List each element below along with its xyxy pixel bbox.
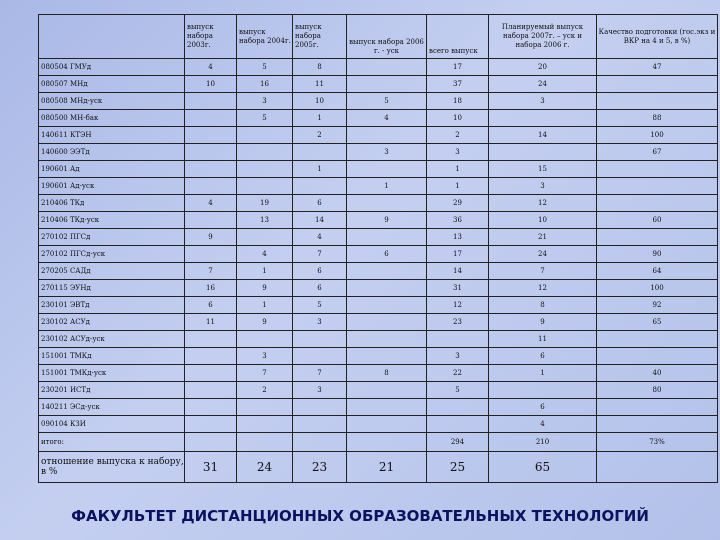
table-row <box>39 161 718 178</box>
value-cell: 24 <box>237 452 293 483</box>
value-cell <box>489 382 597 399</box>
table-row <box>39 110 718 127</box>
value-cell: 3 <box>237 348 293 365</box>
value-cell: 10 <box>427 110 489 127</box>
value-cell: 20 <box>489 59 597 76</box>
value-cell <box>293 331 347 348</box>
table-row <box>39 127 718 144</box>
graduation-table <box>38 14 718 483</box>
value-cell <box>597 229 718 246</box>
value-cell: 2 <box>293 127 347 144</box>
table-row <box>39 416 718 433</box>
value-cell: 11 <box>489 331 597 348</box>
value-cell <box>185 331 237 348</box>
value-cell: 294 <box>427 433 489 452</box>
table-header-row <box>39 15 718 59</box>
value-cell <box>237 144 293 161</box>
value-cell: 4 <box>185 59 237 76</box>
value-cell: 9 <box>237 280 293 297</box>
value-cell: 11 <box>185 314 237 331</box>
value-cell <box>185 246 237 263</box>
value-cell: 3 <box>489 178 597 195</box>
value-cell: 10 <box>293 93 347 110</box>
program-name-cell: 230102 АСУд-уск <box>39 331 185 348</box>
value-cell <box>597 76 718 93</box>
header-cell: выпуск набора 2005г. <box>293 15 347 59</box>
program-name-cell: итого: <box>39 433 185 452</box>
value-cell <box>597 416 718 433</box>
table-row <box>39 263 718 280</box>
value-cell: 1 <box>237 263 293 280</box>
value-cell: 8 <box>347 365 427 382</box>
table-row <box>39 59 718 76</box>
value-cell <box>237 331 293 348</box>
value-cell: 92 <box>597 297 718 314</box>
value-cell: 3 <box>293 382 347 399</box>
value-cell <box>185 416 237 433</box>
value-cell: 8 <box>293 59 347 76</box>
value-cell <box>293 144 347 161</box>
program-name-cell: 270115 ЭУНд <box>39 280 185 297</box>
program-name-cell: 140611 КТЭН <box>39 127 185 144</box>
value-cell: 1 <box>293 161 347 178</box>
value-cell: 14 <box>489 127 597 144</box>
value-cell: 1 <box>489 365 597 382</box>
program-name-cell: 140600 ЭЭТд <box>39 144 185 161</box>
value-cell <box>489 144 597 161</box>
value-cell: 19 <box>237 195 293 212</box>
value-cell: 4 <box>237 246 293 263</box>
value-cell <box>597 93 718 110</box>
value-cell: 1 <box>427 178 489 195</box>
program-name-cell: 140211 ЭСд-уск <box>39 399 185 416</box>
value-cell <box>347 127 427 144</box>
value-cell: 24 <box>489 76 597 93</box>
value-cell <box>347 433 427 452</box>
value-cell: 1 <box>427 161 489 178</box>
value-cell: 5 <box>237 59 293 76</box>
faculty-title: ФАКУЛЬТЕТ ДИСТАНЦИОННЫХ ОБРАЗОВАТЕЛЬНЫХ ТЕХНОЛОГИЙ <box>71 507 649 525</box>
value-cell: 22 <box>427 365 489 382</box>
table-row <box>39 331 718 348</box>
value-cell: 64 <box>597 263 718 280</box>
program-name-cell: 270102 ПГСд <box>39 229 185 246</box>
value-cell: 9 <box>347 212 427 229</box>
value-cell: 1 <box>293 110 347 127</box>
program-name-cell: 151001 ТМКд-уск <box>39 365 185 382</box>
table-body <box>39 59 718 483</box>
value-cell: 7 <box>293 365 347 382</box>
value-cell: 12 <box>489 280 597 297</box>
value-cell: 14 <box>293 212 347 229</box>
value-cell <box>347 399 427 416</box>
value-cell <box>237 399 293 416</box>
program-name-cell: 230201 ИСТд <box>39 382 185 399</box>
value-cell: 29 <box>427 195 489 212</box>
value-cell: 60 <box>597 212 718 229</box>
value-cell <box>597 399 718 416</box>
table-row <box>39 280 718 297</box>
table-row <box>39 195 718 212</box>
value-cell <box>347 280 427 297</box>
value-cell: 210 <box>489 433 597 452</box>
value-cell <box>185 212 237 229</box>
value-cell <box>293 348 347 365</box>
program-name-cell: 210406 ТКд <box>39 195 185 212</box>
program-name-cell: 090104 КЗИ <box>39 416 185 433</box>
table-row <box>39 348 718 365</box>
table-row <box>39 246 718 263</box>
value-cell: 31 <box>185 452 237 483</box>
value-cell: 7 <box>237 365 293 382</box>
value-cell: 5 <box>293 297 347 314</box>
value-cell <box>597 452 718 483</box>
program-name-cell: 190601 Ад-уск <box>39 178 185 195</box>
value-cell: 24 <box>489 246 597 263</box>
value-cell <box>237 416 293 433</box>
value-cell: 16 <box>185 280 237 297</box>
value-cell: 47 <box>597 59 718 76</box>
value-cell: 6 <box>185 297 237 314</box>
value-cell: 17 <box>427 59 489 76</box>
value-cell: 25 <box>427 452 489 483</box>
program-name-cell: 080500 МН-бак <box>39 110 185 127</box>
value-cell <box>347 331 427 348</box>
value-cell <box>347 195 427 212</box>
value-cell: 3 <box>489 93 597 110</box>
value-cell: 7 <box>489 263 597 280</box>
value-cell <box>347 76 427 93</box>
value-cell: 23 <box>293 452 347 483</box>
header-name-cell <box>39 15 185 59</box>
value-cell: 1 <box>347 178 427 195</box>
value-cell <box>347 229 427 246</box>
value-cell: 5 <box>347 93 427 110</box>
value-cell: 2 <box>427 127 489 144</box>
value-cell: 7 <box>293 246 347 263</box>
value-cell: 8 <box>489 297 597 314</box>
value-cell: 7 <box>185 263 237 280</box>
value-cell: 4 <box>293 229 347 246</box>
value-cell <box>347 59 427 76</box>
value-cell: 5 <box>427 382 489 399</box>
value-cell: 37 <box>427 76 489 93</box>
value-cell <box>347 263 427 280</box>
value-cell: 12 <box>489 195 597 212</box>
value-cell: 14 <box>427 263 489 280</box>
value-cell <box>185 127 237 144</box>
value-cell: 9 <box>185 229 237 246</box>
program-name-cell: 270205 САДд <box>39 263 185 280</box>
value-cell: 6 <box>293 280 347 297</box>
value-cell: 6 <box>489 348 597 365</box>
value-cell: 10 <box>489 212 597 229</box>
graduation-table-container <box>38 14 717 502</box>
table-row <box>39 399 718 416</box>
table-row <box>39 212 718 229</box>
value-cell: 15 <box>489 161 597 178</box>
value-cell <box>293 178 347 195</box>
value-cell <box>347 382 427 399</box>
value-cell <box>597 161 718 178</box>
value-cell: 9 <box>489 314 597 331</box>
value-cell: 3 <box>427 144 489 161</box>
program-name-cell: отношение выпуска к набору, в % <box>39 452 185 483</box>
value-cell: 3 <box>347 144 427 161</box>
value-cell: 73% <box>597 433 718 452</box>
value-cell <box>185 178 237 195</box>
table-row <box>39 382 718 399</box>
value-cell: 11 <box>293 76 347 93</box>
value-cell: 4 <box>489 416 597 433</box>
value-cell: 65 <box>597 314 718 331</box>
table-row <box>39 76 718 93</box>
value-cell <box>237 433 293 452</box>
value-cell <box>293 399 347 416</box>
value-cell: 21 <box>347 452 427 483</box>
program-name-cell: 210406 ТКд-уск <box>39 212 185 229</box>
value-cell: 12 <box>427 297 489 314</box>
table-row <box>39 365 718 382</box>
header-cell: выпуск набора 2006 г. - уск <box>347 15 427 59</box>
value-cell <box>185 365 237 382</box>
value-cell <box>237 161 293 178</box>
value-cell: 88 <box>597 110 718 127</box>
value-cell: 3 <box>237 93 293 110</box>
value-cell: 3 <box>293 314 347 331</box>
value-cell <box>347 348 427 365</box>
value-cell: 2 <box>237 382 293 399</box>
table-row <box>39 93 718 110</box>
value-cell <box>185 110 237 127</box>
value-cell <box>237 178 293 195</box>
table-row <box>39 297 718 314</box>
ratio-row <box>39 452 718 483</box>
value-cell: 6 <box>293 195 347 212</box>
value-cell <box>347 314 427 331</box>
value-cell: 9 <box>237 314 293 331</box>
value-cell <box>293 416 347 433</box>
program-name-cell: 080507 МНд <box>39 76 185 93</box>
value-cell: 10 <box>185 76 237 93</box>
value-cell: 100 <box>597 280 718 297</box>
header-cell: выпуск набора 2003г. <box>185 15 237 59</box>
header-cell: Планируемый выпуск набора 2007г. – уск и набора 2006 г. <box>489 15 597 59</box>
value-cell <box>597 348 718 365</box>
value-cell: 6 <box>347 246 427 263</box>
value-cell <box>237 229 293 246</box>
header-cell: всего выпуск <box>427 15 489 59</box>
value-cell <box>427 399 489 416</box>
value-cell: 23 <box>427 314 489 331</box>
value-cell: 40 <box>597 365 718 382</box>
value-cell <box>347 161 427 178</box>
value-cell <box>489 110 597 127</box>
program-name-cell: 080504 ГМУд <box>39 59 185 76</box>
value-cell <box>347 297 427 314</box>
value-cell <box>185 93 237 110</box>
value-cell: 17 <box>427 246 489 263</box>
value-cell: 4 <box>347 110 427 127</box>
value-cell: 5 <box>237 110 293 127</box>
value-cell: 1 <box>237 297 293 314</box>
program-name-cell: 230102 АСУд <box>39 314 185 331</box>
value-cell: 67 <box>597 144 718 161</box>
value-cell <box>427 416 489 433</box>
value-cell: 21 <box>489 229 597 246</box>
value-cell: 4 <box>185 195 237 212</box>
value-cell <box>597 195 718 212</box>
value-cell: 3 <box>427 348 489 365</box>
value-cell: 31 <box>427 280 489 297</box>
value-cell: 100 <box>597 127 718 144</box>
value-cell <box>237 127 293 144</box>
table-row <box>39 144 718 161</box>
value-cell <box>427 331 489 348</box>
program-name-cell: 270102 ПГСд-уск <box>39 246 185 263</box>
value-cell: 6 <box>293 263 347 280</box>
program-name-cell: 190601 Ад <box>39 161 185 178</box>
program-name-cell: 230101 ЭВТд <box>39 297 185 314</box>
value-cell <box>293 433 347 452</box>
value-cell <box>597 331 718 348</box>
table-row <box>39 314 718 331</box>
header-cell: Качество подготовки (гос.экз и ВКР на 4 и 5, в %) <box>597 15 718 59</box>
value-cell <box>185 433 237 452</box>
program-name-cell: 151001 ТМКд <box>39 348 185 365</box>
header-cell: выпуск набора 2004г. <box>237 15 293 59</box>
value-cell <box>347 416 427 433</box>
table-row <box>39 178 718 195</box>
value-cell: 13 <box>427 229 489 246</box>
value-cell: 80 <box>597 382 718 399</box>
value-cell <box>185 161 237 178</box>
program-name-cell: 080508 МНд-уск <box>39 93 185 110</box>
table-row <box>39 229 718 246</box>
value-cell: 18 <box>427 93 489 110</box>
value-cell <box>185 399 237 416</box>
value-cell: 13 <box>237 212 293 229</box>
value-cell: 36 <box>427 212 489 229</box>
value-cell: 65 <box>489 452 597 483</box>
value-cell <box>185 144 237 161</box>
value-cell <box>597 178 718 195</box>
value-cell: 90 <box>597 246 718 263</box>
value-cell <box>185 382 237 399</box>
total-row <box>39 433 718 452</box>
value-cell: 6 <box>489 399 597 416</box>
value-cell: 16 <box>237 76 293 93</box>
value-cell <box>185 348 237 365</box>
